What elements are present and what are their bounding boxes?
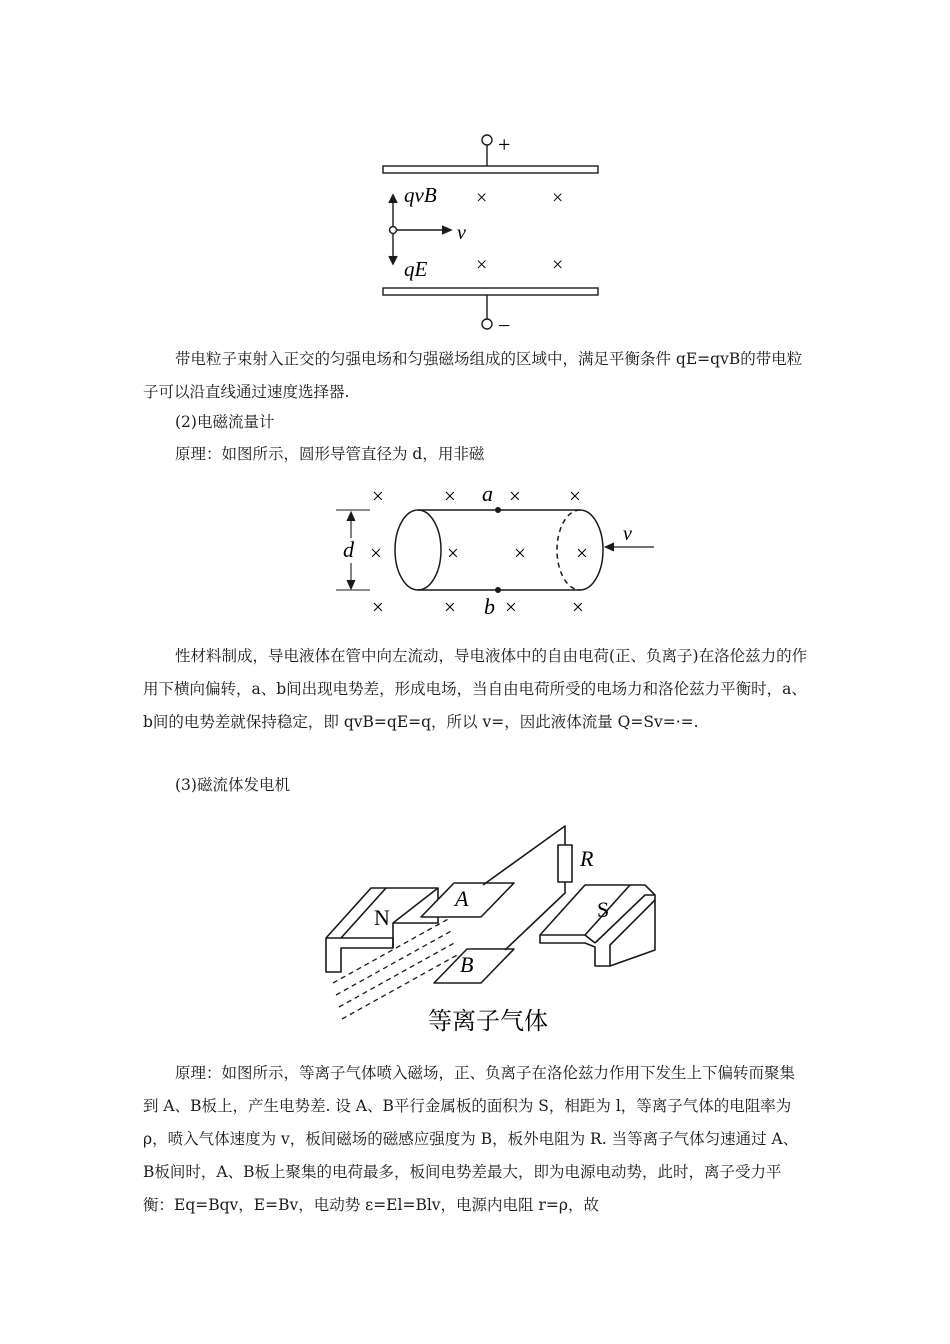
cross-mark: ×: [372, 484, 384, 508]
cross-mark: ×: [476, 254, 488, 276]
minus-sign: −: [498, 313, 511, 338]
label-v: v: [623, 523, 632, 545]
label-qE: qE: [404, 257, 428, 281]
label-b: b: [484, 594, 495, 619]
label-a: a: [482, 481, 493, 506]
cross-mark: ×: [447, 541, 459, 565]
heading-flowmeter: (2)电磁流量计: [175, 413, 275, 431]
cross-mark: ×: [372, 595, 384, 619]
cross-mark: ×: [514, 541, 526, 565]
heading-mhd-generator: (3)磁流体发电机: [175, 776, 290, 794]
label-d: d: [343, 537, 354, 562]
label-S: S: [597, 897, 610, 922]
cross-mark: ×: [476, 187, 488, 209]
paragraph-flowmeter: 性材料制成，导电液体在管中向左流动，导电液体中的自由电荷(正、负离子)在洛伦兹力的作用下横向偏转，a、b间出现电势差，形成电场，当自由电荷所受的电场力和洛伦兹力平衡时，a、b间的电势差就保持稳定，即 qvB=qE=q，所以 v=，因此液体流量 Q=Sv=·=.: [143, 647, 808, 731]
paragraph-velocity-selector: 带电粒子束射入正交的匀强电场和匀强磁场组成的区域中，满足平衡条件 qE=qvB的带电粒子可以沿直线通过速度选择器.: [143, 350, 803, 401]
cross-mark: ×: [444, 595, 456, 619]
label-qvB: qvB: [404, 183, 437, 207]
cross-mark: ×: [370, 541, 382, 565]
cross-mark: ×: [569, 484, 581, 508]
cross-mark: ×: [444, 484, 456, 508]
cross-mark: ×: [552, 187, 564, 209]
label-B: B: [460, 952, 474, 977]
cross-mark: ×: [509, 484, 521, 508]
flowmeter-figure: [336, 510, 654, 590]
label-R: R: [580, 846, 594, 871]
plus-sign: +: [498, 132, 511, 157]
label-v: v: [457, 222, 466, 244]
paragraph-flowmeter-start: 原理：如图所示，圆形导管直径为 d，用非磁: [175, 445, 485, 463]
label-N: N: [374, 905, 390, 930]
label-A: A: [455, 886, 469, 911]
cross-mark: ×: [552, 254, 564, 276]
cross-mark: ×: [572, 595, 584, 619]
cross-mark: ×: [576, 541, 588, 565]
cross-mark: ×: [505, 595, 517, 619]
figure-caption: 等离子气体: [428, 1009, 548, 1035]
paragraph-mhd-generator: 原理：如图所示，等离子气体喷入磁场，正、负离子在洛伦兹力作用下发生上下偏转而聚集到 A、B板上，产生电势差. 设 A、B平行金属板的面积为 S，相距为 l，等离子气体的电阻率为 ρ，喷入气体速度为 v，板间磁场的磁感应强度为 B，板外电阻为 R. 当等离子气体匀速通过 A、B板间时，A、B板上聚集的电荷最多，板间电势差最大，即为电源电动势，此时，离子受力平衡：Eq=Bqv，E=Bv，电动势 ε=El=Blv，电源内电阻 r=ρ，故: [143, 1064, 799, 1214]
